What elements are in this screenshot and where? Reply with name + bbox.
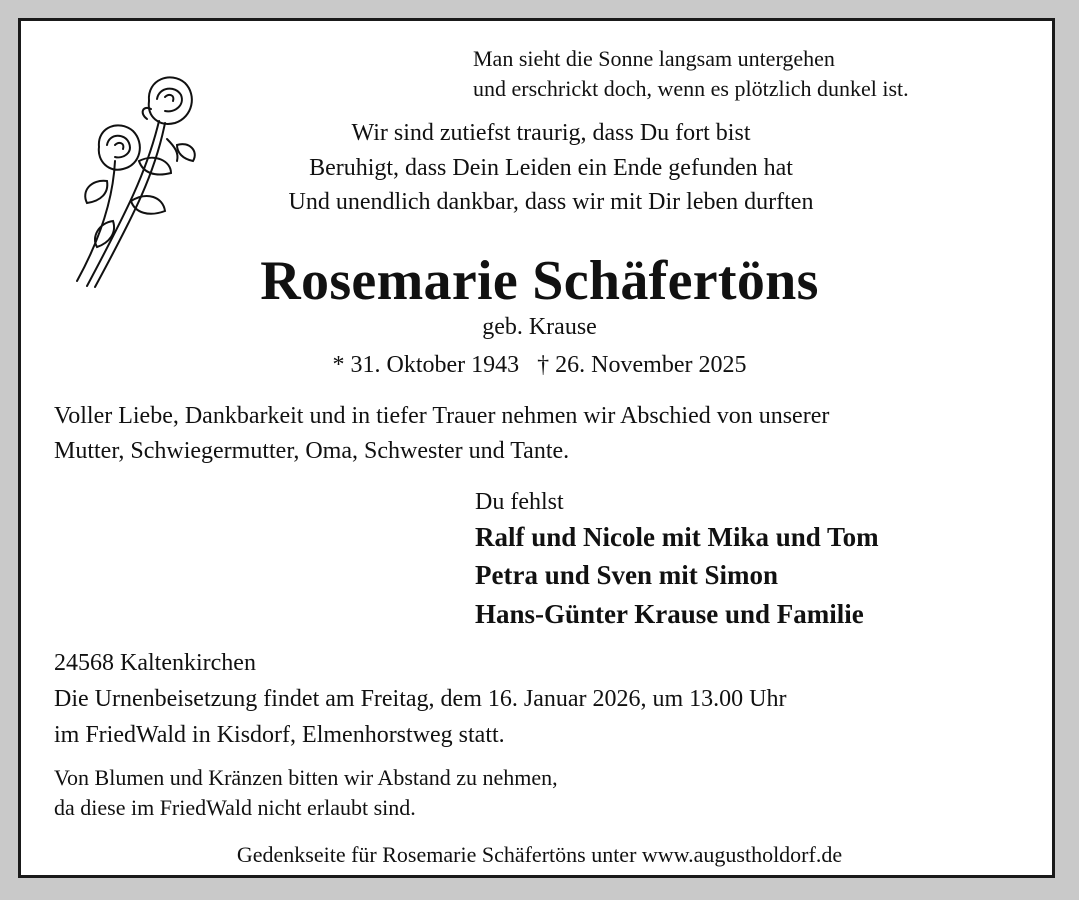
deceased-name: Rosemarie Schäfertöns (260, 250, 819, 312)
message-line-1: Voller Liebe, Dankbarkeit und in tiefer Trauer nehmen wir Abschied von unserer (54, 403, 830, 429)
ceremony-line-2: im FriedWald in Kisdorf, Elmenhorstweg statt. (54, 722, 505, 748)
poem-line-1: Wir sind zutiefst traurig, dass Du fort bist (351, 120, 751, 146)
quote-line-1: Man sieht die Sonne langsam untergehen (473, 46, 835, 71)
ceremony-line-1: Die Urnenbeisetzung findet am Freitag, dem 16. Januar 2026, um 13.00 Uhr (54, 686, 787, 712)
mourners-line-3: Hans-Günter Krause und Familie (475, 599, 864, 629)
location: 24568 Kaltenkirchen (54, 650, 256, 676)
obituary-card (18, 18, 1055, 878)
mourners-line-2: Petra und Sven mit Simon (475, 560, 779, 590)
note-line-2: da diese im FriedWald nicht erlaubt sind. (54, 795, 416, 820)
life-dates: * 31. Oktober 1943 † 26. November 2025 (332, 352, 747, 378)
poem-line-3: Und unendlich dankbar, dass wir mit Dir leben durften (288, 189, 814, 215)
poem-line-2: Beruhigt, dass Dein Leiden ein Ende gefunden hat (309, 155, 793, 181)
quote-line-2: und erschrickt doch, wenn es plötzlich dunkel ist. (473, 76, 909, 101)
note-line-1: Von Blumen und Kränzen bitten wir Abstand zu nehmen, (54, 765, 558, 790)
memorial-page-text: Gedenkseite für Rosemarie Schäfertöns unter www.augustholdorf.de (236, 842, 843, 867)
maiden-name: geb. Krause (482, 314, 597, 340)
mourners-line-1: Ralf und Nicole mit Mika und Tom (475, 522, 879, 552)
message-line-2: Mutter, Schwiegermutter, Oma, Schwester und Tante. (54, 438, 570, 464)
mourners-intro: Du fehlst (475, 489, 564, 515)
